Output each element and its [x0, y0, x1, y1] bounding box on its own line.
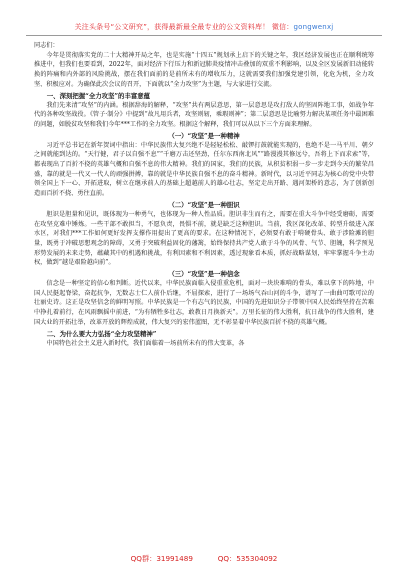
paragraph-meaning: 我们先来清“攻坚”的内涵。根据辞海的解释，“攻坚”共有两层意思，第一层意思是攻打敌人的坚固阵地工事，如战争年代的各种攻坚战役。《管子·制分》中提到“故凡用兵者，攻坚则轫，乘瑕则神”；第二层意思是比喻努力解决某项任务中最困难的问题，如脱贫攻坚和我们今年***工作的全力攻坚。根据这个解释，我们可以从以下三个方面来理解。 [34, 101, 374, 128]
subheading-spirit: （一）“攻坚”是一种精神 [168, 131, 240, 140]
subheading-belief: （三）“攻坚”是一种信念 [168, 270, 240, 279]
paragraph-new-era: 中国特色社会主义进入新时代，我们面临着一场前所未有的伟大变革，各 [46, 339, 245, 347]
section-heading-2: 二、为什么要大力弘扬“全力攻坚精神” [46, 329, 157, 338]
paragraph-spirit: 习近平总书记在新年贺词中指出：中华民族伟大复兴绝不是轻轻松松、敲锣打鼓就能实现的，也绝不是一马平川、朝夕之间就能到达的。“天行健，君子以自强不息”“千磨万击还坚劲，任尔东西南北风”“路漫漫其修远兮，吾将上下而求索”等，都表现出了百折不挠的英雄气概和自强不息的伟大精神。我们的国家，我们的民族，从积贫积弱一步一步走到今天的繁荣昌盛，靠的就是一代又一代人的顽强拼搏，靠的就是中华民族自强不息的奋斗精神。新时代，以习近平同志为核心的党中央带领全国上下一心、开拓进取，树立在继承前人的基础上超越前人的雄心壮志，坚定走出开路、遇河架桥的意志，为了创新创造而百折不挠、勇往直前。 [34, 141, 374, 198]
qq-number-text: QQ：535304092 [217, 554, 278, 563]
promo-banner [0, 22, 408, 32]
qq-group-text: QQ群：31991489 [130, 554, 193, 563]
wechat-id: gongwenxj [293, 23, 334, 31]
contact-footer [0, 554, 408, 564]
header-divider [26, 35, 382, 36]
promo-text: 关注头条号“公文研究”，获得最新最全最专业的公文资料库！ [74, 23, 270, 31]
wechat-label: 微信： [271, 23, 294, 31]
paragraph-intro: 今年是贯彻落实党的二十大精神开局之年，也是实施“十四五”规划承上启下的关键之年，我区经济发展也正在顺利统筹推进中，但我们也要看到，2022年，面对经济下行压力和新冠肺炎疫情冲击叠加的双重不利影响，以及全区发展新旧动能转换的阵痛和内外部的风险挑战，摆在我们面前的是前所未有的增收压力，这就需要我们加强党建引领，化危为机，全力攻坚、积极应对。为确保此次会议的召开，下面就以“全力攻坚”为主题，与大家进行交流。 [34, 51, 374, 88]
paragraph-courage: 胆识是胆量和见识，既体现为一种勇气，也体现为一种人性品质。胆识非生而有之，需要在重大斗争中经受磨砺，需要在攻坚克难中锤炼。一些干部不敢担当，不愿负责，畏惧不前，就是缺乏这种胆识。当前，我区深化改革、转型升级进入深水区，对我们***工作如何更好发挥支撑作用提出了更高的要求。在这种情况下，必须要有敢于啃硬骨头、敢于涉险滩的胆量，既勇于冲破思想观念的障碍，又勇于突破利益固化的藩篱，始终保持共产党人敢于斗争的风骨、气节、胆魄，科学预见形势发展的未来走势，蕴藏其中的机遇和挑战，有利因素和不利因素，透过现象看本质，抓好战略谋划，牢牢掌握斗争主动权，做到“越是艰险越向前”。 [34, 210, 374, 267]
subheading-courage: （二）“攻坚”是一种胆识 [168, 200, 240, 209]
document-body [34, 41, 374, 348]
section-heading-1: 一、深刻把握“全力攻坚”的丰富意蕴 [46, 91, 151, 100]
paragraph-belief: 信念是一种坚定的信心和判断。近代以来，中华民族面临入侵重重危机，面对一块块难啃的骨头，难以拿下的阵地，中国人民挺起脊梁，奋起抗争，无数志士仁人前仆后继，不屈探索，进行了一场场气吞山河的斗争，谱写了一曲曲可歌可泣的壮丽史诗。这正是攻坚信念的鲜明写照。中华民族是一个有志气的民族，中国的先进知识分子带领中国人民始终坚持在苦难中挣扎着前行，在风雨飘摇中前进，“为有牺牲多壮志，敢教日月换新天”。万里长征的伟大胜利，抗日战争的伟大胜利，建国大业的开拓壮举，改革开放的辉煌成就，伟大复兴的宏伟蓝图，无不彰显着中华民族百折不挠的英雄气概。 [34, 280, 374, 326]
salutation: 同志们： [34, 42, 59, 49]
